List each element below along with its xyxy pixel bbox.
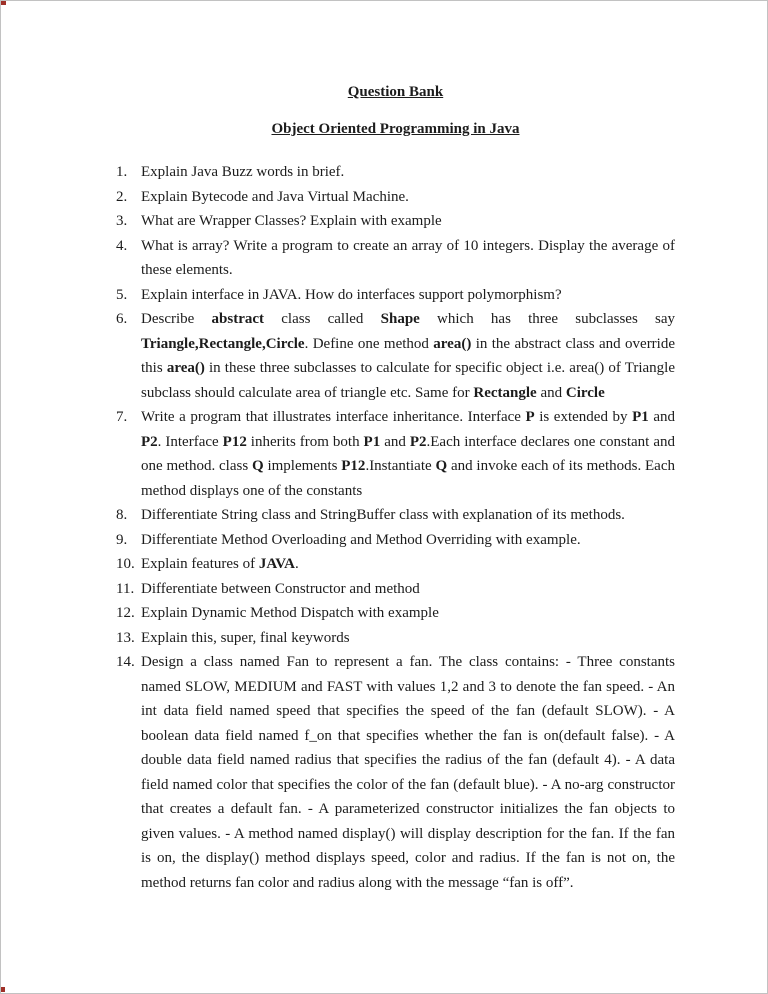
- question-text: [141, 528, 675, 553]
- document-content: [1, 1, 767, 895]
- document-title: Question Bank: [347, 84, 444, 100]
- scan-artifact-bottom-left: [1, 987, 5, 992]
- question-number: 1.: [116, 164, 128, 180]
- question-text: [141, 626, 675, 651]
- text-segment: and: [536, 384, 566, 401]
- text-segment: in these three subclasses to calculate for specific object i.e. area() of Triangle subclass should calculate area of triangle etc. Same for: [141, 360, 675, 401]
- question-text: [141, 185, 675, 210]
- question-item: [116, 234, 675, 283]
- text-segment: Differentiate Method Overloading and Method Overriding with example.: [141, 531, 581, 548]
- text-segment: Rectangle: [473, 384, 537, 401]
- question-number: 4.: [116, 237, 128, 254]
- text-segment: and: [648, 409, 675, 425]
- question-number: 9.: [116, 531, 128, 548]
- question-number: 5.: [116, 286, 128, 303]
- text-segment: P12: [341, 458, 366, 474]
- text-segment: Circle: [565, 384, 605, 401]
- text-segment: .Instantiate: [365, 458, 436, 474]
- text-segment: is extended by: [534, 409, 633, 425]
- question-item: [116, 209, 675, 234]
- question-item: [116, 405, 675, 503]
- text-segment: P2: [141, 433, 158, 450]
- question-number: 2.: [116, 188, 128, 205]
- question-item: [116, 160, 675, 185]
- text-segment: Explain this, super, final keywords: [141, 629, 350, 646]
- text-segment: Differentiate between Constructor and method: [141, 580, 420, 597]
- text-segment: P: [525, 409, 535, 425]
- text-segment: .Each interface declares one constant and one method. class: [141, 433, 675, 474]
- question-text: [141, 283, 675, 308]
- text-segment: P1: [363, 433, 381, 450]
- text-segment: .: [295, 556, 299, 572]
- question-item: [116, 528, 675, 553]
- question-item: [116, 185, 675, 210]
- text-segment: Q: [435, 458, 448, 474]
- question-text: [141, 405, 675, 503]
- text-segment: and: [380, 433, 410, 450]
- text-segment: abstract: [211, 311, 265, 327]
- text-segment: JAVA: [258, 556, 296, 572]
- question-text: [141, 503, 675, 528]
- question-text: [141, 552, 675, 577]
- question-item: [116, 283, 675, 308]
- question-text: [141, 650, 675, 895]
- text-segment: What is array? Write a program to create an array of 10 integers. Display the average of these elements.: [141, 237, 675, 278]
- question-item: [116, 552, 675, 577]
- question-number: 12.: [116, 605, 135, 621]
- question-number: 6.: [116, 311, 128, 327]
- question-number: 3.: [116, 213, 128, 229]
- question-item: [116, 307, 675, 405]
- text-segment: Shape: [380, 311, 420, 327]
- question-item: [116, 503, 675, 528]
- question-list: [116, 160, 675, 895]
- question-item: [116, 577, 675, 602]
- question-number: 11.: [116, 580, 135, 597]
- text-segment: Explain interface in JAVA. How do interfaces support polymorphism?: [141, 286, 562, 303]
- question-item: [116, 626, 675, 651]
- question-number: 14.: [116, 654, 135, 670]
- question-number: 7.: [116, 409, 128, 425]
- text-segment: What are Wrapper Classes? Explain with example: [141, 213, 442, 229]
- question-item: [116, 601, 675, 626]
- document-subtitle: Object Oriented Programming in Java: [271, 121, 520, 137]
- question-text: [141, 601, 675, 626]
- text-segment: Explain features of: [141, 556, 259, 572]
- text-segment: Explain Bytecode and Java Virtual Machine.: [141, 188, 409, 205]
- text-segment: . Interface: [157, 433, 223, 450]
- text-segment: in the abstract class and override this: [141, 335, 676, 376]
- text-segment: Explain Dynamic Method Dispatch with example: [141, 605, 439, 621]
- question-text: [141, 234, 675, 283]
- text-segment: Explain Java Buzz words in brief.: [141, 164, 345, 180]
- text-segment: Design a class named Fan to represent a fan. The class contains: - Three constants named SLOW, MEDIUM and FAST with values 1,2 and 3 to denote the fan speed. - An int data field named speed that specifies the speed of the fan (default SLOW). - A boolean data field named f_on that specifies whether the fan is on(default false). - A double data field named radius that specifies the radius of the fan (default 4). - A data field named color that specifies the color of the fan (default blue). - A no-arg constructor that creates a default fan. - A parameterized constructor initializes the fan objects to given values. - A method named display() will display description for the fan. If the fan is on, the display() method displays speed, color and radius. If the fan is not on, the method returns fan color and radius along with the message “fan is off”.: [141, 654, 675, 891]
- question-item: [116, 650, 675, 895]
- question-text: [141, 307, 675, 405]
- text-segment: class called: [264, 311, 381, 327]
- text-segment: Triangle,Rectangle,Circle: [141, 335, 305, 352]
- text-segment: area(): [433, 335, 472, 352]
- scan-artifact-top-left: [1, 1, 6, 5]
- text-segment: Q: [251, 458, 264, 474]
- question-text: [141, 577, 675, 602]
- question-number: 8.: [116, 507, 128, 523]
- text-segment: Write a program that illustrates interface inheritance. Interface: [141, 409, 526, 425]
- text-segment: . Define one method: [304, 335, 434, 352]
- text-segment: area(): [166, 360, 205, 376]
- text-segment: P1: [632, 409, 649, 425]
- text-segment: inherits from both: [246, 433, 364, 450]
- text-segment: implements: [263, 458, 342, 474]
- question-text: [141, 160, 675, 185]
- question-number: 13.: [116, 629, 135, 646]
- question-text: [141, 209, 675, 234]
- question-number: 10.: [116, 556, 135, 572]
- text-segment: P2: [409, 433, 427, 450]
- text-segment: which has three subclasses say: [419, 311, 676, 327]
- text-segment: and invoke each of its methods. Each method displays one of the constants: [141, 458, 675, 499]
- text-segment: Differentiate String class and StringBuffer class with explanation of its methods.: [141, 507, 625, 523]
- text-segment: Describe: [141, 311, 212, 327]
- text-segment: P12: [222, 433, 247, 450]
